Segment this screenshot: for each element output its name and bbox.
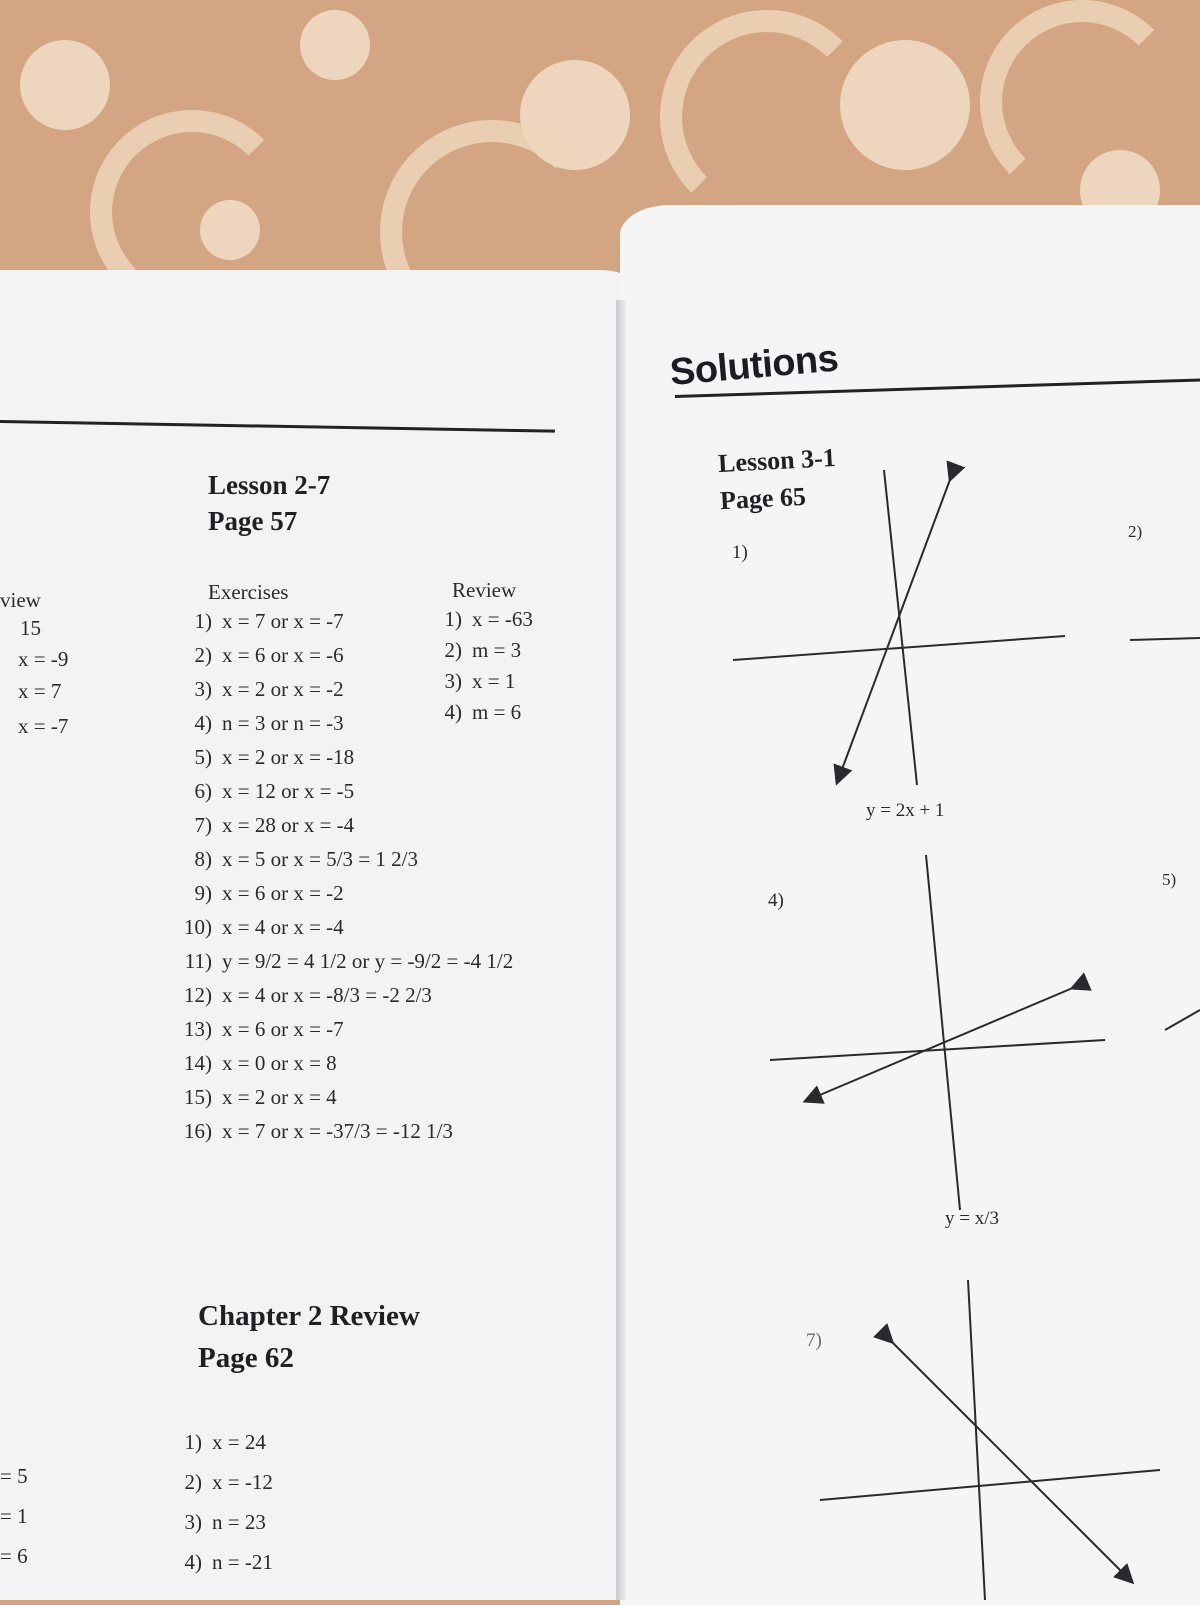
partial-review-item: x = -9 [18,647,69,671]
partial-review-item: x = 7 [18,679,62,703]
exercise-item-text: x = 6 or x = -2 [222,881,344,905]
review-item-number: 2) [444,638,462,662]
partial-bottom-item: = 5 [0,1464,28,1488]
exercise-item-number: 4) [194,711,212,735]
review-heading: Review [452,578,517,602]
graph-2-label: 2) [1128,522,1143,541]
graph-7-label: 7) [806,1330,822,1351]
exercise-item-number: 3) [194,677,212,701]
chapter-review-item-number: 4) [184,1550,202,1574]
graph-4-x-axis [770,1040,1105,1060]
exercise-item-number: 16) [184,1119,212,1143]
lesson-title: Lesson 2-7 [208,470,331,500]
review-item [422,635,533,666]
review-item [422,697,533,728]
chapter-review-page: Page 62 [198,1342,294,1374]
graph-5-line [1165,1010,1200,1030]
exercise-item [172,944,513,978]
chapter-review-item-text: n = 23 [212,1510,266,1534]
review-item-text: x = 1 [472,669,516,693]
exercise-item-number: 15) [184,1085,212,1109]
review-item-text: m = 6 [472,700,522,724]
exercise-item-text: n = 3 or n = -3 [222,711,344,735]
review-item-text: m = 3 [472,638,522,662]
exercise-item-text: x = 4 or x = -4 [222,915,344,939]
exercise-item-number: 11) [184,949,212,973]
review-item-text: x = -63 [472,607,533,631]
exercise-item-text: x = 2 or x = 4 [222,1085,337,1109]
exercise-item [172,808,513,842]
exercise-item-text: x = 2 or x = -2 [222,677,344,701]
graph-1 [733,470,1065,785]
exercise-item-number: 14) [184,1051,212,1075]
exercise-item [172,774,513,808]
exercise-item [172,1046,513,1080]
graph-4-label: 4) [768,890,784,911]
exercise-item [172,1114,513,1148]
graph-1-y-axis [884,470,917,785]
graph-5-partial [1165,1010,1200,1030]
review-item [422,604,533,635]
exercise-item-number: 8) [194,847,212,871]
review-item-number: 3) [444,669,462,693]
exercises-heading: Exercises [208,580,289,604]
exercise-item-number: 12) [184,983,212,1007]
lesson-3-1-page: Page 65 [719,481,807,516]
graph-5-label: 5) [1162,870,1177,889]
exercise-item [172,740,513,774]
exercise-item-text: y = 9/2 = 4 1/2 or y = -9/2 = -4 1/2 [222,949,514,973]
exercise-item-text: x = 0 or x = 8 [222,1051,337,1075]
graph-7 [820,1280,1160,1600]
exercise-item [172,910,513,944]
exercise-item-number: 2) [194,643,212,667]
exercise-item [172,842,513,876]
review-list [422,604,533,728]
exercise-item-number: 10) [184,915,212,939]
review-item [422,666,533,697]
graph-4-equation: y = x/3 [945,1208,999,1229]
partial-review-item: 15 [20,616,41,640]
exercise-item-text: x = 4 or x = -8/3 = -2 2/3 [222,983,432,1007]
exercise-item [172,1012,513,1046]
exercise-item-number: 6) [194,779,212,803]
chapter-review-item-number: 1) [184,1430,202,1454]
chapter-review-list [162,1422,273,1582]
graph-1-equation: y = 2x + 1 [866,800,945,821]
exercise-item [172,1080,513,1114]
chapter-review-title: Chapter 2 Review [198,1300,420,1332]
chapter-review-item [162,1422,273,1462]
exercise-item-number: 13) [184,1017,212,1041]
exercise-item-text: x = 7 or x = -37/3 = -12 1/3 [222,1119,453,1143]
graph-2-x-axis [1130,638,1200,640]
graph-1-label: 1) [732,542,748,563]
solutions-header: Solutions [668,337,840,395]
exercise-item [172,978,513,1012]
exercise-item [172,876,513,910]
graph-1-x-axis [733,636,1065,660]
partial-review-label: view [0,588,41,612]
graph-2-partial [1130,638,1200,640]
exercise-item-number: 9) [194,881,212,905]
exercise-item-text: x = 5 or x = 5/3 = 1 2/3 [222,847,418,871]
exercise-item-text: x = 7 or x = -7 [222,609,344,633]
graph-7-x-axis [820,1470,1160,1500]
graphs-svg [620,440,1200,1600]
chapter-review-item-text: n = -21 [212,1550,273,1574]
chapter-review-item [162,1502,273,1542]
chapter-review-item-number: 2) [184,1470,202,1494]
graph-4 [770,855,1105,1210]
exercise-item-number: 1) [194,609,212,633]
lesson-page: Page 57 [208,506,298,536]
chapter-review-item-text: x = -12 [212,1470,273,1494]
chapter-review-item-number: 3) [184,1510,202,1534]
graph-1-line [838,477,951,780]
chapter-review-item [162,1462,273,1502]
partial-bottom-item: = 1 [0,1504,28,1528]
exercise-item-text: x = 6 or x = -7 [222,1017,344,1041]
exercise-item-text: x = 6 or x = -6 [222,643,344,667]
review-item-number: 1) [444,607,462,631]
exercise-item-number: 7) [194,813,212,837]
partial-bottom-item: = 6 [0,1544,28,1568]
graph-7-line [890,1340,1130,1580]
graph-4-y-axis [926,855,960,1210]
exercise-item-text: x = 28 or x = -4 [222,813,355,837]
exercise-item-number: 5) [194,745,212,769]
chapter-review-item-text: x = 24 [212,1430,266,1454]
exercise-item-text: x = 12 or x = -5 [222,779,355,803]
review-item-number: 4) [444,700,462,724]
graph-7-y-axis [968,1280,985,1600]
chapter-review-item [162,1542,273,1582]
exercise-item-text: x = 2 or x = -18 [222,745,355,769]
partial-review-item: x = -7 [18,714,69,738]
lesson-3-1-title: Lesson 3-1 [717,442,837,479]
